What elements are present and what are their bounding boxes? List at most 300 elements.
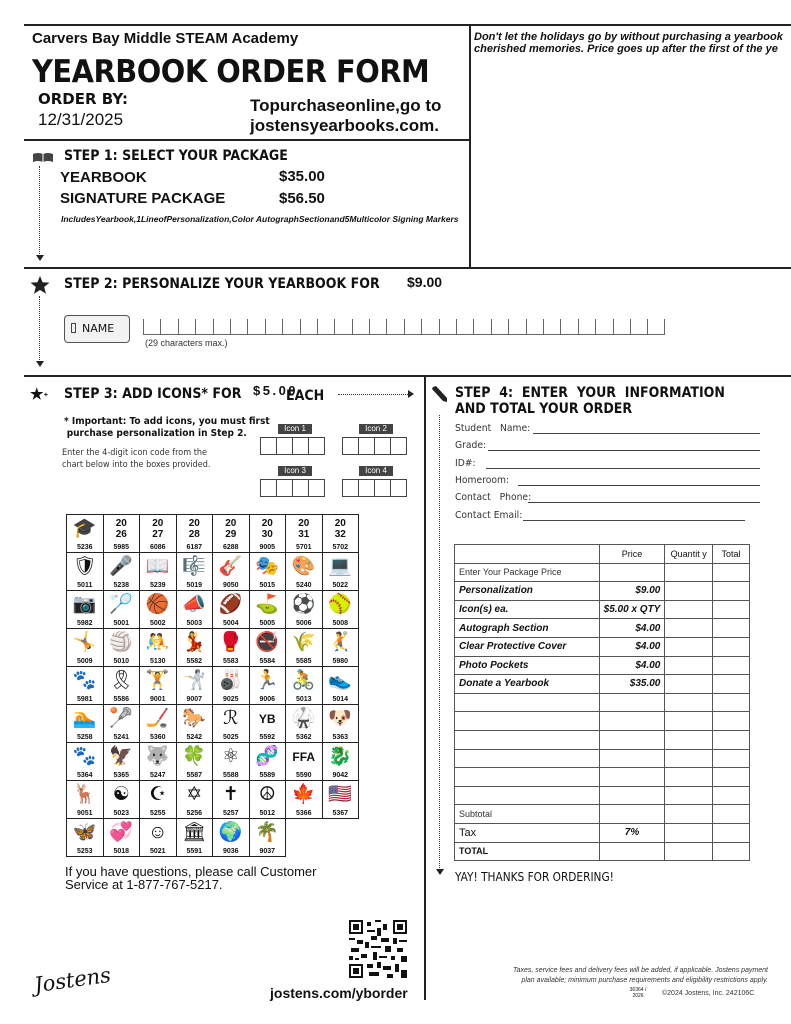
- icon-cell: [104, 591, 141, 629]
- icon-cell: [250, 553, 287, 591]
- school-name: Carvers Bay Middle STEAM Academy: [32, 30, 299, 47]
- icon-cell: [323, 553, 360, 591]
- icon-code: 5014: [332, 696, 349, 703]
- icon-code: 6086: [149, 544, 166, 551]
- icon-glyph: 🥋: [291, 708, 316, 729]
- icon-cell: [177, 705, 214, 743]
- table-row: [455, 675, 750, 694]
- item-total[interactable]: [713, 786, 750, 805]
- promo-text: Don't let the holidays go by without purchasing a yearbook cherished memories. Price goes up after the first of the ye: [474, 31, 783, 55]
- step4-heading: STEP 4: ENTER YOUR INFORMATION AND TOTAL YOUR ORDER: [455, 385, 725, 417]
- subtotal-quantity: [665, 805, 713, 824]
- item-total[interactable]: [713, 582, 750, 601]
- icons-important-note: * Important: To add icons, you must first purchase personalization in Step 2.: [64, 416, 270, 439]
- item-quantity[interactable]: [665, 749, 713, 768]
- icon-glyph: 20 26: [115, 518, 127, 540]
- icon-code: 5985: [113, 544, 130, 551]
- top-border: [24, 24, 791, 26]
- item-quantity[interactable]: [665, 675, 713, 694]
- icon-glyph: 📖: [145, 556, 170, 577]
- item-price: [599, 563, 665, 582]
- icon-glyph: 20 28: [188, 518, 200, 540]
- order-url[interactable]: jostens.com/yborder: [270, 985, 408, 1001]
- table-row: [455, 582, 750, 601]
- icon-glyph: 🐾: [72, 746, 97, 767]
- item-total[interactable]: [713, 675, 750, 694]
- icon-cell: [140, 591, 177, 629]
- icon-code: 5702: [332, 544, 349, 551]
- icon-glyph: ℛ: [223, 708, 239, 729]
- table-row: [455, 749, 750, 768]
- icon-code: 5360: [149, 734, 166, 741]
- icon-code: 5585: [295, 658, 312, 665]
- homeroom-field[interactable]: [518, 485, 760, 486]
- customer-service-note: If you have questions, please call Customer Service at 1-877-767-5217.: [65, 864, 317, 892]
- icon-cell: [213, 591, 250, 629]
- icon-glyph: ⚽: [291, 594, 316, 615]
- item-price: $35.00: [599, 675, 665, 694]
- yearbook-price: $35.00: [279, 168, 325, 185]
- icon-cell: [177, 743, 214, 781]
- icon-glyph: 🎸: [218, 556, 243, 577]
- icon-cell: [104, 553, 141, 591]
- icon-cell: [177, 629, 214, 667]
- table-row: [455, 619, 750, 638]
- icon-code: 5701: [295, 544, 312, 551]
- icon-cell: [177, 553, 214, 591]
- icon-glyph: ☪: [149, 784, 167, 805]
- item-quantity[interactable]: [665, 563, 713, 582]
- icon-cell: [250, 819, 287, 857]
- icon-cell: [213, 781, 250, 819]
- step1-heading: STEP 1: SELECT YOUR PACKAGE: [64, 148, 288, 164]
- icon-code: 9036: [222, 848, 239, 855]
- icon-cell: [250, 591, 287, 629]
- subtotal-total[interactable]: [713, 805, 750, 824]
- icon-glyph: 🐎: [182, 708, 207, 729]
- item-total[interactable]: [713, 749, 750, 768]
- icon-glyph: 🤼: [145, 632, 170, 653]
- icon-cell: [177, 667, 214, 705]
- step2-dotted-line: [39, 296, 40, 360]
- pen-icon: [431, 385, 449, 408]
- icon-code: 5239: [149, 582, 166, 589]
- icon-glyph: 🍀: [182, 746, 207, 767]
- icon-chart: [66, 514, 359, 857]
- icon-glyph: 🥍: [109, 708, 134, 729]
- icon-glyph: 20 30: [261, 518, 273, 540]
- item-quantity[interactable]: [665, 786, 713, 805]
- icon-glyph: 💃: [182, 632, 207, 653]
- item-label: [455, 786, 600, 805]
- total-header: Total: [713, 545, 750, 564]
- qr-code[interactable]: [349, 920, 407, 978]
- icon-cell: [213, 629, 250, 667]
- quantity-header: Quantit y: [665, 545, 713, 564]
- yearbook-label: YEARBOOK: [60, 169, 147, 186]
- icon-code: 5365: [113, 772, 130, 779]
- icon1-label: Icon 1: [278, 424, 312, 434]
- icon-code: 5362: [295, 734, 312, 741]
- icon-glyph: 🍁: [291, 784, 316, 805]
- icon-cell: [250, 515, 287, 553]
- icon-glyph: 🤸: [72, 632, 97, 653]
- icon-code: 5366: [295, 810, 312, 817]
- item-label: Photo Pockets: [455, 656, 600, 675]
- icon-code: 5004: [222, 620, 239, 627]
- icon4-code-boxes[interactable]: [342, 479, 406, 497]
- item-quantity[interactable]: [665, 637, 713, 656]
- item-quantity[interactable]: [665, 582, 713, 601]
- icon-code: 5238: [113, 582, 130, 589]
- item-price: $4.00: [599, 656, 665, 675]
- subtotal-price: [599, 805, 665, 824]
- icon-code: 5013: [295, 696, 312, 703]
- icon-cell: [104, 629, 141, 667]
- item-quantity[interactable]: [665, 730, 713, 749]
- step2-heading: STEP 2: PERSONALIZE YOUR YEARBOOK FOR: [64, 276, 380, 292]
- icon-glyph: 🎼: [182, 556, 207, 577]
- icon-cell: [286, 781, 323, 819]
- item-quantity[interactable]: [665, 600, 713, 619]
- icon-code: 9005: [259, 544, 276, 551]
- contact-phone-label: Contact Phone:: [455, 492, 532, 503]
- icon-glyph: ✡: [186, 784, 203, 805]
- icon-cell: [177, 515, 214, 553]
- sparkle-icon: ★⁺: [30, 386, 49, 403]
- icon-code: 5240: [295, 582, 312, 589]
- icon-code: 5130: [149, 658, 166, 665]
- item-total[interactable]: [713, 730, 750, 749]
- icon-cell: [286, 591, 323, 629]
- icon-cell: [104, 781, 141, 819]
- icon-cell: [67, 705, 104, 743]
- icon-cell: [67, 819, 104, 857]
- step1-dotted-line: [39, 166, 40, 254]
- item-total[interactable]: [713, 712, 750, 731]
- icon-cell: [104, 705, 141, 743]
- max-characters-note: (29 characters max.): [145, 338, 228, 348]
- icon-code: 9042: [332, 772, 349, 779]
- icon-code: 5015: [259, 582, 276, 589]
- icon4-label: Icon 4: [359, 466, 393, 476]
- signature-package-label: SIGNATURE PACKAGE: [60, 190, 226, 207]
- icon-cell: [250, 629, 287, 667]
- item-total[interactable]: [713, 656, 750, 675]
- icon-glyph: 🏋: [145, 670, 170, 691]
- icon-cell: [104, 667, 141, 705]
- icon-cell: [140, 819, 177, 857]
- icon-cell: [140, 553, 177, 591]
- icon-glyph: YB: [258, 712, 276, 726]
- icon-code: 5005: [259, 620, 276, 627]
- icon-code: 5256: [186, 810, 203, 817]
- step4-arrow-icon: [436, 869, 444, 875]
- icon-glyph: 📷: [72, 594, 97, 615]
- step1-bottom-line: [24, 267, 791, 269]
- item-price: [599, 749, 665, 768]
- icon-cell: [140, 515, 177, 553]
- page-title: YEARBOOK ORDER FORM: [32, 54, 430, 90]
- item-label: [455, 749, 600, 768]
- icon-cell: [213, 553, 250, 591]
- tax-total[interactable]: [713, 823, 750, 842]
- icon-code: 5241: [113, 734, 130, 741]
- item-label: Icon(s) ea.: [455, 600, 600, 619]
- icon-glyph: 🌍: [218, 822, 243, 843]
- icon2-code-boxes[interactable]: [342, 437, 406, 455]
- icon-cell: [323, 591, 360, 629]
- icon-glyph: 🧬: [255, 746, 280, 767]
- icon-glyph: 🐶: [328, 708, 353, 729]
- icons-instructions: Enter the 4-digit icon code from the chart below into the boxes provided.: [62, 448, 211, 470]
- icon-glyph: 📣: [182, 594, 207, 615]
- icon-cell: [140, 743, 177, 781]
- icon-glyph: 🎨: [291, 556, 316, 577]
- icon-price-each: EACH: [286, 388, 325, 404]
- item-price: $5.00 x QTY: [599, 600, 665, 619]
- icon-cell: [286, 705, 323, 743]
- contact-email-field[interactable]: [523, 520, 745, 521]
- icon-glyph: 🐾: [72, 670, 97, 691]
- icon-code: 5002: [149, 620, 166, 627]
- table-row: [455, 730, 750, 749]
- icon-code: 5001: [113, 620, 130, 627]
- grade-label: Grade:: [455, 440, 487, 451]
- icon-cell: [323, 781, 360, 819]
- icon-glyph: 🦌: [72, 784, 97, 805]
- item-total[interactable]: [713, 563, 750, 582]
- item-quantity[interactable]: [665, 768, 713, 787]
- icon-glyph: 💻: [328, 556, 353, 577]
- icon-code: 9006: [259, 696, 276, 703]
- icon-code: 5588: [222, 772, 239, 779]
- icon-glyph: 20 29: [225, 518, 237, 540]
- item-price: [599, 768, 665, 787]
- jostens-logo: Jostens: [32, 962, 113, 998]
- icon-code: 9001: [149, 696, 166, 703]
- step4-dotted-line: [439, 415, 440, 870]
- icon-glyph: 🌾: [291, 632, 316, 653]
- item-label: [455, 693, 600, 712]
- icon-glyph: 💞: [109, 822, 134, 843]
- total-price: [599, 842, 665, 861]
- icon-code: 9007: [186, 696, 203, 703]
- icon-cell: [250, 667, 287, 705]
- table-row: [455, 693, 750, 712]
- icon-cell: [67, 629, 104, 667]
- icon-glyph: ☺: [148, 822, 168, 843]
- icon-cell: [250, 705, 287, 743]
- icon-code: 5012: [259, 810, 276, 817]
- table-row: [455, 768, 750, 787]
- icon-glyph: ⚛: [222, 746, 240, 767]
- icon3-code-boxes[interactable]: [260, 479, 324, 497]
- icon-cell: [286, 629, 323, 667]
- subtotal-label: Subtotal: [455, 805, 600, 824]
- text-cursor-icon: [71, 323, 76, 333]
- icon-glyph: FFA: [292, 750, 316, 764]
- name-label-box: NAME: [64, 315, 130, 343]
- icon-cell: [286, 553, 323, 591]
- step3-dotted-arrow: [338, 394, 408, 395]
- online-purchase-note: Topurchaseonline,go to jostensyearbooks.com.: [250, 96, 442, 135]
- icon-cell: [177, 781, 214, 819]
- icon-glyph: 🤾: [328, 632, 353, 653]
- icon-cell: [67, 743, 104, 781]
- icon-glyph: 20 31: [298, 518, 310, 540]
- icon-glyph: 👟: [328, 670, 353, 691]
- icon-glyph: 🐉: [328, 746, 353, 767]
- icon-code: 5591: [186, 848, 203, 855]
- form-code: 36364 / 2026: [629, 987, 647, 999]
- icon2-label: Icon 2: [359, 424, 393, 434]
- icon-code: 5025: [222, 734, 239, 741]
- icon-code: 9050: [222, 582, 239, 589]
- item-quantity[interactable]: [665, 693, 713, 712]
- icon-cell: [140, 705, 177, 743]
- signature-includes-text: IncludesYearbook,1LineofPersonalization,Color AutographSectionand5Multicolor Signing Markers: [61, 214, 459, 224]
- icon-cell: [140, 629, 177, 667]
- icon-code: 9037: [259, 848, 276, 855]
- student-name-field[interactable]: [533, 433, 760, 434]
- icon-cell: [140, 781, 177, 819]
- item-total[interactable]: [713, 637, 750, 656]
- icon-glyph: 🎗: [109, 670, 134, 691]
- icon-code: 5242: [186, 734, 203, 741]
- icon-glyph: 🛡: [72, 556, 97, 577]
- icon-glyph: 🇺🇸: [328, 784, 353, 805]
- icon-cell: [140, 667, 177, 705]
- icon-code: 5363: [332, 734, 349, 741]
- contact-email-label: Contact Email:: [455, 510, 523, 521]
- icon-glyph: 🦋: [72, 822, 97, 843]
- icon-cell: [67, 515, 104, 553]
- icon-cell: [104, 819, 141, 857]
- icon-cell: [250, 743, 287, 781]
- table-row: [455, 600, 750, 619]
- item-price: [599, 693, 665, 712]
- tax-label: Tax: [455, 823, 600, 842]
- icon-cell: [213, 705, 250, 743]
- icon-glyph: 🏐: [109, 632, 134, 653]
- item-quantity[interactable]: [665, 619, 713, 638]
- copyright-text: ©2024 Jostens, Inc. 242106C: [662, 990, 755, 997]
- icon-glyph: 🏃: [255, 670, 280, 691]
- item-label: [455, 730, 600, 749]
- icon-cell: [177, 819, 214, 857]
- icon-glyph: 🎳: [218, 670, 243, 691]
- item-price: [599, 712, 665, 731]
- icon-glyph: 🥊: [218, 632, 243, 653]
- item-quantity[interactable]: [665, 656, 713, 675]
- homeroom-label: Homeroom:: [455, 475, 510, 486]
- icon-glyph: 🚴: [291, 670, 316, 691]
- order-by-label: ORDER BY:: [38, 90, 128, 108]
- item-price: $9.00: [599, 582, 665, 601]
- icon-code: 5257: [222, 810, 239, 817]
- grade-field[interactable]: [488, 450, 760, 451]
- name-character-boxes[interactable]: [143, 319, 665, 335]
- icon-glyph: ☮: [258, 784, 276, 805]
- icon-glyph: 🏀: [145, 594, 170, 615]
- header-divider: [469, 24, 471, 268]
- icon1-code-boxes[interactable]: [260, 437, 324, 455]
- icon-code: 5982: [76, 620, 93, 627]
- icon-code: 5258: [76, 734, 93, 741]
- icon-code: 5023: [113, 810, 130, 817]
- icon-code: 9051: [76, 810, 93, 817]
- disclaimer-text: Taxes, service fees and delivery fees will be added, if applicable. Jostens payment plan available; minimum purchase requirements and eligibility restrictions apply.: [513, 967, 768, 984]
- icon-cell: [67, 553, 104, 591]
- grand-total[interactable]: [713, 842, 750, 861]
- icon-cell: [213, 667, 250, 705]
- id-field[interactable]: [486, 468, 760, 469]
- icon-glyph: 🐺: [145, 746, 170, 767]
- item-total[interactable]: [713, 768, 750, 787]
- book-icon: [32, 150, 54, 161]
- tax-quantity: [665, 823, 713, 842]
- table-row: [455, 786, 750, 805]
- item-price: [599, 730, 665, 749]
- icon-code: 5590: [295, 772, 312, 779]
- item-total[interactable]: [713, 600, 750, 619]
- item-quantity[interactable]: [665, 712, 713, 731]
- icon-code: 9025: [222, 696, 239, 703]
- table-header-row: [455, 545, 750, 564]
- table-row: [455, 637, 750, 656]
- icon-glyph: 🚭: [255, 632, 280, 653]
- icon-glyph: 🥎: [328, 594, 353, 615]
- price-header: Price: [599, 545, 665, 564]
- icon3-label: Icon 3: [278, 466, 312, 476]
- icon-cell: [323, 667, 360, 705]
- total-label: TOTAL: [455, 842, 600, 861]
- order-by-date: 12/31/2025: [38, 110, 124, 129]
- icon-code: 5009: [76, 658, 93, 665]
- star-icon: [30, 275, 50, 300]
- icon-cell: [213, 819, 250, 857]
- icon-code: 5018: [113, 848, 130, 855]
- icon-code: 5022: [332, 582, 349, 589]
- thanks-message: YAY! THANKS FOR ORDERING!: [455, 870, 614, 884]
- student-name-label: Student Name:: [455, 423, 531, 434]
- tax-rate: 7%: [599, 823, 665, 842]
- icon-glyph: 20 32: [334, 518, 346, 540]
- icon-cell: [67, 591, 104, 629]
- step1-arrow-icon: [36, 255, 44, 261]
- icon-glyph: 🏒: [145, 708, 170, 729]
- icon-glyph: ✝: [222, 784, 239, 805]
- icon-code: 5589: [259, 772, 276, 779]
- icon-cell: [323, 705, 360, 743]
- icon-code: 5592: [259, 734, 276, 741]
- order-total-table: [454, 544, 750, 861]
- step3-heading: STEP 3: ADD ICONS* FOR: [64, 386, 242, 402]
- icon-cell: [67, 781, 104, 819]
- signature-package-price: $56.50: [279, 190, 325, 207]
- item-total[interactable]: [713, 693, 750, 712]
- icon-code: 5006: [295, 620, 312, 627]
- contact-phone-field[interactable]: [528, 502, 760, 503]
- icon-code: 5583: [222, 658, 239, 665]
- item-total[interactable]: [713, 619, 750, 638]
- icon-cell: [213, 515, 250, 553]
- item-label: [455, 768, 600, 787]
- item-label: Autograph Section: [455, 619, 600, 638]
- icon-code: 6187: [186, 544, 203, 551]
- icon-code: 5010: [113, 658, 130, 665]
